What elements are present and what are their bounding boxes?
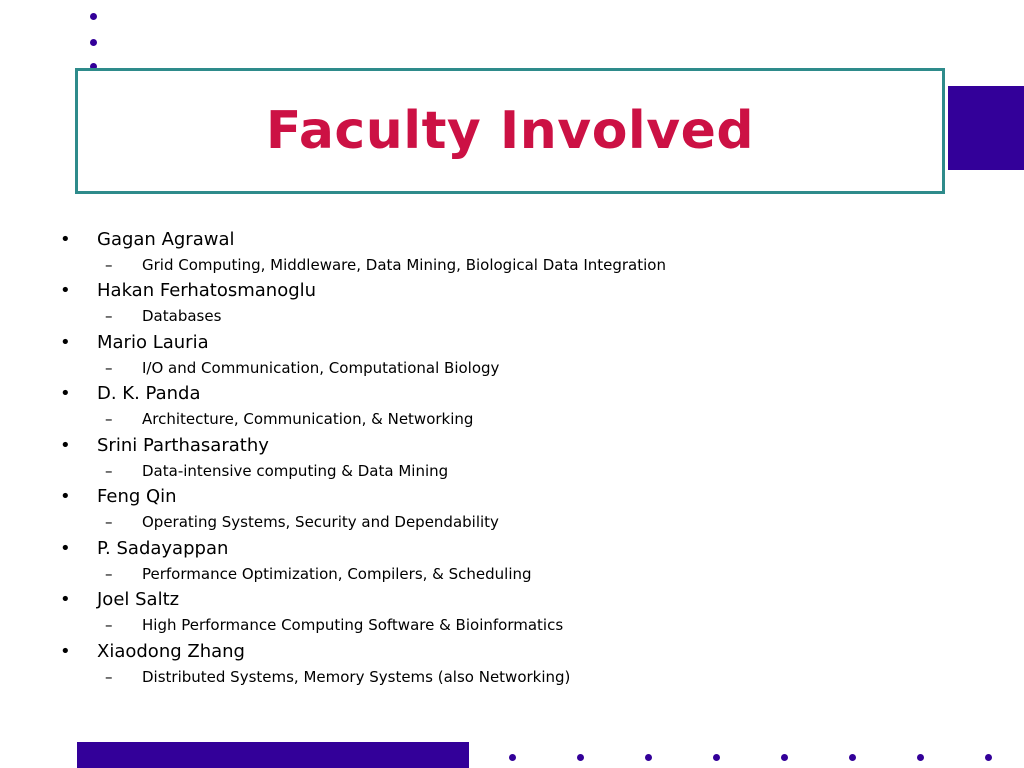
decor-dot bbox=[90, 13, 97, 20]
faculty-name: Srini Parthasarathy bbox=[97, 434, 269, 456]
bullet: • bbox=[60, 640, 71, 662]
decor-dot bbox=[781, 754, 788, 761]
sub-bullet: – bbox=[105, 513, 113, 532]
faculty-name: Gagan Agrawal bbox=[97, 228, 235, 250]
decor-dot bbox=[90, 39, 97, 46]
bullet: • bbox=[60, 280, 71, 301]
sub-bullet: – bbox=[105, 410, 113, 429]
faculty-name: Joel Saltz bbox=[97, 589, 180, 610]
bullet: • bbox=[60, 589, 71, 610]
sub-bullet: – bbox=[105, 564, 113, 583]
faculty-topics: Data-intensive computing & Data Mining bbox=[142, 461, 449, 480]
faculty-topics: Grid Computing, Middleware, Data Mining, Biological Data Integration bbox=[142, 255, 666, 274]
faculty-name: Xiaodong Zhang bbox=[97, 640, 245, 662]
sub-bullet: – bbox=[105, 461, 113, 480]
faculty-name: Mario Lauria bbox=[97, 331, 209, 353]
decor-dot bbox=[713, 754, 720, 761]
bullet: • bbox=[60, 383, 71, 404]
faculty-topics: I/O and Communication, Computational Biology bbox=[142, 358, 500, 377]
decor-block-right bbox=[948, 86, 1024, 170]
bullet: • bbox=[60, 434, 71, 456]
sub-bullet: – bbox=[105, 307, 113, 326]
faculty-name: Feng Qin bbox=[97, 486, 177, 507]
slide-title: Faculty Involved bbox=[265, 101, 755, 161]
decor-dot bbox=[577, 754, 584, 761]
faculty-topics: Performance Optimization, Compilers, & Scheduling bbox=[142, 564, 532, 583]
sub-bullet: – bbox=[105, 358, 113, 377]
bullet: • bbox=[60, 537, 71, 559]
decor-dot bbox=[645, 754, 652, 761]
bullet: • bbox=[60, 486, 71, 507]
faculty-topics: Architecture, Communication, & Networking bbox=[142, 410, 474, 429]
sub-bullet: – bbox=[105, 667, 113, 686]
decor-dot bbox=[985, 754, 992, 761]
sub-bullet: – bbox=[105, 255, 113, 274]
faculty-topics: High Performance Computing Software & Bioinformatics bbox=[142, 616, 564, 635]
sub-bullet: – bbox=[105, 616, 113, 635]
bullet: • bbox=[60, 331, 71, 353]
decor-dot bbox=[849, 754, 856, 761]
decor-bottom-bar bbox=[77, 742, 469, 768]
faculty-topics: Databases bbox=[142, 307, 222, 326]
bullet: • bbox=[60, 228, 71, 250]
decor-dot bbox=[917, 754, 924, 761]
faculty-topics: Distributed Systems, Memory Systems (also Networking) bbox=[142, 667, 571, 686]
faculty-name: P. Sadayappan bbox=[97, 537, 229, 559]
faculty-topics: Operating Systems, Security and Dependability bbox=[142, 513, 499, 532]
decor-dot bbox=[509, 754, 516, 761]
title-box bbox=[75, 68, 945, 194]
faculty-name: D. K. Panda bbox=[97, 383, 201, 404]
faculty-name: Hakan Ferhatosmanoglu bbox=[97, 280, 317, 301]
